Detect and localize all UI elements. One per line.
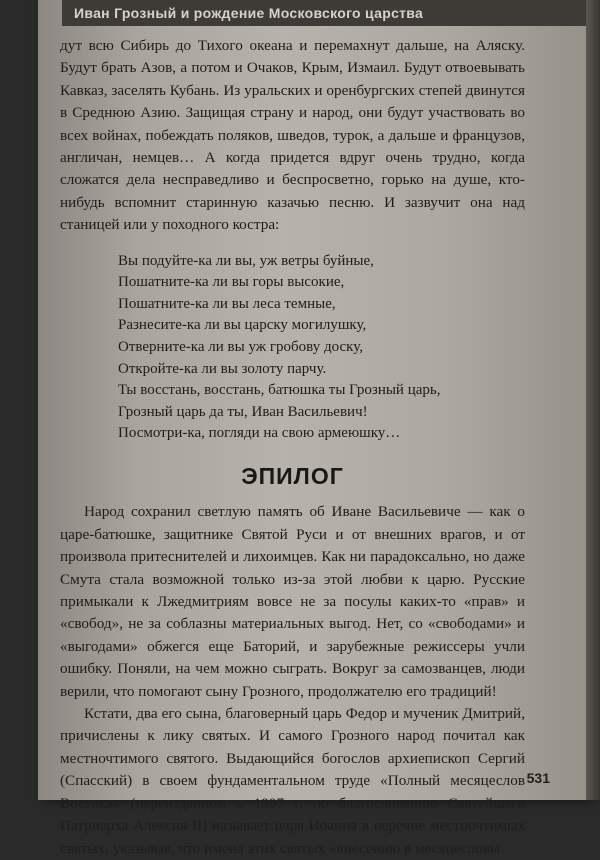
poem-line: Ты восстань, восстань, батюшка ты Грозный царь, <box>118 382 441 399</box>
paragraph: Народ сохранил светлую память об Иване Васильевиче — как о царе-батюшке, защитнике Святой Руси и от внешних врагов, и от произвола притеснителей и лихоимцев. Как ни парадоксально, но даже Смута стала возможной только из-за этой любви к царю. Русские примыкали к Лжедмитриям вовсе не за посулы каких-то «прав» и «свобод», не за соблазны материальных выгод. Нет, со «свободами» и «выгодами» обжегся еще Баторий, и зарубежные режиссеры учли ошибку. Поняли, на чем можно сыграть. Вокруг за самозванцев, люди верили, что помогают сыну Грозного, продолжателю его традиций! <box>60 503 525 700</box>
poem-line: Отверните-ка ли вы уж гробову доску, <box>118 339 363 356</box>
section-heading: ЭПИЛОГ <box>241 463 344 489</box>
poem-line: Пошатните-ка ли вы леса темные, <box>118 295 336 312</box>
page-edge <box>586 0 600 800</box>
running-head: Иван Грозный и рождение Московского царства <box>62 0 594 26</box>
poem <box>118 251 525 445</box>
paragraph: Кстати, два его сына, благоверный царь Федор и мученик Дмитрий, причислены к лику святых. И самого Грозного народ почитал как местночтимого святого. Выдающийся богослов архиепископ Сергий (Спасский) в своем фундаментальном труде «Полный месяцеслов Востока» (переизданном в 1997 г. по благословению Святейшего Патриарха Алексия II) называет царя Иоанна в перечне местночтимых святых, указывая, что имена этих святых «внесению в месяцесловы <box>60 705 525 857</box>
poem-line: Посмотри-ка, погляди на свою армеюшку… <box>118 425 401 442</box>
page-body <box>60 35 525 860</box>
poem-line: Вы подуйте-ка ли вы, уж ветры буйные, <box>118 252 374 269</box>
poem-line: Грозный царь да ты, Иван Васильевич! <box>118 403 368 420</box>
intro-paragraph: дут всю Сибирь до Тихого океана и перемахнут дальше, на Аляску. Будут брать Азов, а потом и Очаков, Крым, Измаил. Будут отвоевывать Кавказ, заселять Кубань. Из уральских и оренбургских степей двинутся в Среднюю Азию. Защищая страну и народ, они будут участвовать во всех войнах, побеждать поляков, шведов, турок, а дальше и французов, англичан, немцев… А когда придется вдруг очень трудно, когда сложатся дела несправедливо и беспросветно, горько на душе, кто-нибудь вспомнит старинную казачью песню. И зазвучит она над станицей или у походного костра: <box>60 37 525 234</box>
page-number: 531 <box>526 770 550 786</box>
poem-line: Откройте-ка ли вы золоту парчу. <box>118 360 327 377</box>
poem-line: Разнесите-ка ли вы царску могилушку, <box>118 317 367 334</box>
poem-line: Пошатните-ка ли вы горы высокие, <box>118 274 345 291</box>
